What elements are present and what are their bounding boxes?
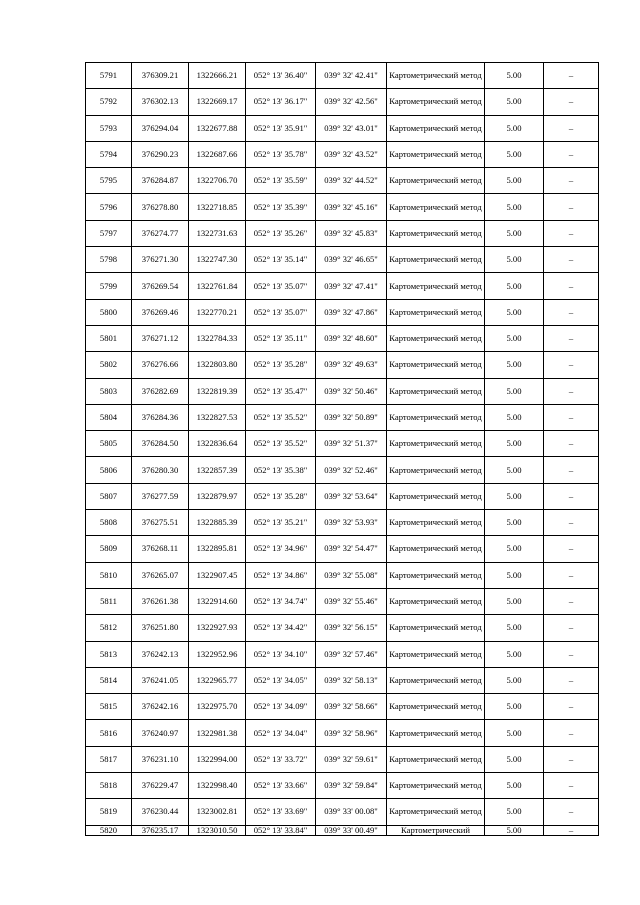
latitude-cell: 052° 13' 35.59" — [246, 168, 316, 194]
method-cell: Картометрический метод — [387, 773, 485, 799]
accuracy-cell: 5.00 — [485, 483, 544, 509]
accuracy-cell: 5.00 — [485, 89, 544, 115]
longitude-cell: 039° 32' 56.15" — [316, 615, 387, 641]
method-cell: Картометрический метод — [387, 378, 485, 404]
y-coordinate-cell: 1322784.33 — [189, 325, 246, 351]
point-number-cell: 5795 — [86, 168, 132, 194]
x-coordinate-cell: 376251.80 — [132, 615, 189, 641]
table-row — [86, 247, 599, 273]
x-coordinate-cell: 376294.04 — [132, 115, 189, 141]
x-coordinate-cell: 376290.23 — [132, 141, 189, 167]
table-row — [86, 89, 599, 115]
accuracy-cell: 5.00 — [485, 536, 544, 562]
y-coordinate-cell: 1322895.81 — [189, 536, 246, 562]
point-number-cell: 5815 — [86, 694, 132, 720]
longitude-cell: 039° 32' 55.08" — [316, 562, 387, 588]
note-cell: – — [544, 220, 599, 246]
point-number-cell: 5819 — [86, 799, 132, 825]
x-coordinate-cell: 376269.46 — [132, 299, 189, 325]
point-number-cell: 5792 — [86, 89, 132, 115]
x-coordinate-cell: 376282.69 — [132, 378, 189, 404]
method-cell: Картометрический метод — [387, 720, 485, 746]
x-coordinate-cell: 376284.50 — [132, 431, 189, 457]
latitude-cell: 052° 13' 35.52" — [246, 404, 316, 430]
latitude-cell: 052° 13' 36.17" — [246, 89, 316, 115]
x-coordinate-cell: 376231.10 — [132, 746, 189, 772]
note-cell: – — [544, 667, 599, 693]
accuracy-cell: 5.00 — [485, 63, 544, 89]
x-coordinate-cell: 376265.07 — [132, 562, 189, 588]
longitude-cell: 039° 33' 00.08" — [316, 799, 387, 825]
method-cell: Картометрический метод — [387, 562, 485, 588]
x-coordinate-cell: 376280.30 — [132, 457, 189, 483]
table-row — [86, 194, 599, 220]
note-cell: – — [544, 431, 599, 457]
y-coordinate-cell: 1322718.85 — [189, 194, 246, 220]
table-row — [86, 536, 599, 562]
table-row — [86, 667, 599, 693]
point-number-cell: 5809 — [86, 536, 132, 562]
table-row — [86, 825, 599, 835]
method-cell: Картометрический метод — [387, 168, 485, 194]
point-number-cell: 5803 — [86, 378, 132, 404]
latitude-cell: 052° 13' 33.84" — [246, 825, 316, 835]
y-coordinate-cell: 1322994.00 — [189, 746, 246, 772]
x-coordinate-cell: 376230.44 — [132, 799, 189, 825]
latitude-cell: 052° 13' 34.96" — [246, 536, 316, 562]
point-number-cell: 5816 — [86, 720, 132, 746]
longitude-cell: 039° 32' 58.96" — [316, 720, 387, 746]
y-coordinate-cell: 1322981.38 — [189, 720, 246, 746]
method-cell: Картометрический метод — [387, 694, 485, 720]
accuracy-cell: 5.00 — [485, 247, 544, 273]
accuracy-cell: 5.00 — [485, 141, 544, 167]
y-coordinate-cell: 1322761.84 — [189, 273, 246, 299]
longitude-cell: 039° 32' 59.61" — [316, 746, 387, 772]
x-coordinate-cell: 376242.13 — [132, 641, 189, 667]
longitude-cell: 039° 32' 43.52" — [316, 141, 387, 167]
table-row — [86, 694, 599, 720]
latitude-cell: 052° 13' 35.39" — [246, 194, 316, 220]
note-cell: – — [544, 641, 599, 667]
latitude-cell: 052° 13' 34.42" — [246, 615, 316, 641]
note-cell: – — [544, 194, 599, 220]
note-cell: – — [544, 168, 599, 194]
table-row — [86, 562, 599, 588]
x-coordinate-cell: 376284.36 — [132, 404, 189, 430]
note-cell: – — [544, 799, 599, 825]
point-number-cell: 5814 — [86, 667, 132, 693]
longitude-cell: 039° 32' 50.89" — [316, 404, 387, 430]
note-cell: – — [544, 588, 599, 614]
point-number-cell: 5812 — [86, 615, 132, 641]
latitude-cell: 052° 13' 34.04" — [246, 720, 316, 746]
y-coordinate-cell: 1322885.39 — [189, 510, 246, 536]
x-coordinate-cell: 376261.38 — [132, 588, 189, 614]
table-row — [86, 325, 599, 351]
latitude-cell: 052° 13' 35.38" — [246, 457, 316, 483]
x-coordinate-cell: 376302.13 — [132, 89, 189, 115]
accuracy-cell: 5.00 — [485, 352, 544, 378]
method-cell: Картометрический метод — [387, 220, 485, 246]
note-cell: – — [544, 483, 599, 509]
latitude-cell: 052° 13' 35.11" — [246, 325, 316, 351]
longitude-cell: 039° 32' 58.66" — [316, 694, 387, 720]
x-coordinate-cell: 376284.87 — [132, 168, 189, 194]
longitude-cell: 039° 32' 52.46" — [316, 457, 387, 483]
table-row — [86, 457, 599, 483]
table-row — [86, 168, 599, 194]
table-row — [86, 273, 599, 299]
longitude-cell: 039° 32' 57.46" — [316, 641, 387, 667]
note-cell: – — [544, 694, 599, 720]
table-row — [86, 641, 599, 667]
note-cell: – — [544, 404, 599, 430]
point-number-cell: 5800 — [86, 299, 132, 325]
latitude-cell: 052° 13' 34.10" — [246, 641, 316, 667]
latitude-cell: 052° 13' 34.74" — [246, 588, 316, 614]
point-number-cell: 5813 — [86, 641, 132, 667]
longitude-cell: 039° 32' 54.47" — [316, 536, 387, 562]
table-row — [86, 510, 599, 536]
y-coordinate-cell: 1322965.77 — [189, 667, 246, 693]
method-cell: Картометрический метод — [387, 799, 485, 825]
y-coordinate-cell: 1322731.63 — [189, 220, 246, 246]
longitude-cell: 039° 32' 43.01" — [316, 115, 387, 141]
accuracy-cell: 5.00 — [485, 431, 544, 457]
latitude-cell: 052° 13' 35.78" — [246, 141, 316, 167]
method-cell: Картометрический метод — [387, 325, 485, 351]
point-number-cell: 5797 — [86, 220, 132, 246]
accuracy-cell: 5.00 — [485, 378, 544, 404]
accuracy-cell: 5.00 — [485, 588, 544, 614]
y-coordinate-cell: 1322975.70 — [189, 694, 246, 720]
note-cell: – — [544, 746, 599, 772]
table-row — [86, 115, 599, 141]
method-cell: Картометрический метод — [387, 89, 485, 115]
y-coordinate-cell: 1322770.21 — [189, 299, 246, 325]
note-cell: – — [544, 825, 599, 835]
y-coordinate-cell: 1322819.39 — [189, 378, 246, 404]
note-cell: – — [544, 457, 599, 483]
point-number-cell: 5808 — [86, 510, 132, 536]
point-number-cell: 5806 — [86, 457, 132, 483]
x-coordinate-cell: 376278.80 — [132, 194, 189, 220]
latitude-cell: 052° 13' 35.28" — [246, 352, 316, 378]
x-coordinate-cell: 376229.47 — [132, 773, 189, 799]
latitude-cell: 052° 13' 36.40" — [246, 63, 316, 89]
method-cell: Картометрический метод — [387, 457, 485, 483]
note-cell: – — [544, 378, 599, 404]
note-cell: – — [544, 510, 599, 536]
y-coordinate-cell: 1322879.97 — [189, 483, 246, 509]
x-coordinate-cell: 376235.17 — [132, 825, 189, 835]
table-row — [86, 746, 599, 772]
y-coordinate-cell: 1322836.64 — [189, 431, 246, 457]
coordinates-table-body — [86, 63, 599, 836]
method-cell: Картометрический метод — [387, 352, 485, 378]
x-coordinate-cell: 376277.59 — [132, 483, 189, 509]
longitude-cell: 039° 32' 42.56" — [316, 89, 387, 115]
point-number-cell: 5804 — [86, 404, 132, 430]
y-coordinate-cell: 1322666.21 — [189, 63, 246, 89]
method-cell: Картометрический метод — [387, 194, 485, 220]
latitude-cell: 052° 13' 35.28" — [246, 483, 316, 509]
longitude-cell: 039° 32' 58.13" — [316, 667, 387, 693]
point-number-cell: 5811 — [86, 588, 132, 614]
x-coordinate-cell: 376276.66 — [132, 352, 189, 378]
table-row — [86, 378, 599, 404]
x-coordinate-cell: 376309.21 — [132, 63, 189, 89]
accuracy-cell: 5.00 — [485, 825, 544, 835]
y-coordinate-cell: 1322827.53 — [189, 404, 246, 430]
note-cell: – — [544, 536, 599, 562]
table-row — [86, 352, 599, 378]
accuracy-cell: 5.00 — [485, 510, 544, 536]
note-cell: – — [544, 273, 599, 299]
x-coordinate-cell: 376269.54 — [132, 273, 189, 299]
method-cell: Картометрический метод — [387, 510, 485, 536]
table-row — [86, 431, 599, 457]
table-row — [86, 799, 599, 825]
point-number-cell: 5793 — [86, 115, 132, 141]
longitude-cell: 039° 33' 00.49" — [316, 825, 387, 835]
point-number-cell: 5794 — [86, 141, 132, 167]
longitude-cell: 039° 32' 48.60" — [316, 325, 387, 351]
latitude-cell: 052° 13' 35.07" — [246, 273, 316, 299]
y-coordinate-cell: 1322677.88 — [189, 115, 246, 141]
table-row — [86, 63, 599, 89]
method-cell: Картометрический — [387, 825, 485, 835]
note-cell: – — [544, 299, 599, 325]
latitude-cell: 052° 13' 35.21" — [246, 510, 316, 536]
accuracy-cell: 5.00 — [485, 115, 544, 141]
latitude-cell: 052° 13' 34.05" — [246, 667, 316, 693]
method-cell: Картометрический метод — [387, 63, 485, 89]
longitude-cell: 039° 32' 47.41" — [316, 273, 387, 299]
y-coordinate-cell: 1322952.96 — [189, 641, 246, 667]
x-coordinate-cell: 376241.05 — [132, 667, 189, 693]
point-number-cell: 5818 — [86, 773, 132, 799]
longitude-cell: 039° 32' 46.65" — [316, 247, 387, 273]
accuracy-cell: 5.00 — [485, 615, 544, 641]
method-cell: Картометрический метод — [387, 115, 485, 141]
table-row — [86, 141, 599, 167]
point-number-cell: 5801 — [86, 325, 132, 351]
accuracy-cell: 5.00 — [485, 273, 544, 299]
y-coordinate-cell: 1322998.40 — [189, 773, 246, 799]
note-cell: – — [544, 773, 599, 799]
latitude-cell: 052° 13' 35.26" — [246, 220, 316, 246]
method-cell: Картометрический метод — [387, 536, 485, 562]
longitude-cell: 039° 32' 50.46" — [316, 378, 387, 404]
latitude-cell: 052° 13' 34.86" — [246, 562, 316, 588]
method-cell: Картометрический метод — [387, 746, 485, 772]
x-coordinate-cell: 376275.51 — [132, 510, 189, 536]
point-number-cell: 5798 — [86, 247, 132, 273]
method-cell: Картометрический метод — [387, 483, 485, 509]
note-cell: – — [544, 615, 599, 641]
latitude-cell: 052° 13' 35.14" — [246, 247, 316, 273]
method-cell: Картометрический метод — [387, 273, 485, 299]
x-coordinate-cell: 376274.77 — [132, 220, 189, 246]
point-number-cell: 5802 — [86, 352, 132, 378]
note-cell: – — [544, 352, 599, 378]
coordinates-table — [85, 62, 599, 836]
latitude-cell: 052° 13' 34.09" — [246, 694, 316, 720]
accuracy-cell: 5.00 — [485, 799, 544, 825]
note-cell: – — [544, 720, 599, 746]
accuracy-cell: 5.00 — [485, 220, 544, 246]
accuracy-cell: 5.00 — [485, 194, 544, 220]
longitude-cell: 039° 32' 44.52" — [316, 168, 387, 194]
longitude-cell: 039° 32' 59.84" — [316, 773, 387, 799]
table-row — [86, 615, 599, 641]
longitude-cell: 039° 32' 53.64" — [316, 483, 387, 509]
note-cell: – — [544, 141, 599, 167]
point-number-cell: 5807 — [86, 483, 132, 509]
y-coordinate-cell: 1323010.50 — [189, 825, 246, 835]
accuracy-cell: 5.00 — [485, 641, 544, 667]
y-coordinate-cell: 1322914.60 — [189, 588, 246, 614]
longitude-cell: 039° 32' 55.46" — [316, 588, 387, 614]
x-coordinate-cell: 376240.97 — [132, 720, 189, 746]
y-coordinate-cell: 1322857.39 — [189, 457, 246, 483]
latitude-cell: 052° 13' 33.69" — [246, 799, 316, 825]
note-cell: – — [544, 562, 599, 588]
point-number-cell: 5810 — [86, 562, 132, 588]
latitude-cell: 052° 13' 33.72" — [246, 746, 316, 772]
accuracy-cell: 5.00 — [485, 404, 544, 430]
table-row — [86, 773, 599, 799]
y-coordinate-cell: 1322907.45 — [189, 562, 246, 588]
latitude-cell: 052° 13' 35.47" — [246, 378, 316, 404]
note-cell: – — [544, 89, 599, 115]
point-number-cell: 5820 — [86, 825, 132, 835]
y-coordinate-cell: 1322669.17 — [189, 89, 246, 115]
accuracy-cell: 5.00 — [485, 562, 544, 588]
accuracy-cell: 5.00 — [485, 746, 544, 772]
note-cell: – — [544, 63, 599, 89]
accuracy-cell: 5.00 — [485, 325, 544, 351]
method-cell: Картометрический метод — [387, 588, 485, 614]
latitude-cell: 052° 13' 33.66" — [246, 773, 316, 799]
table-row — [86, 483, 599, 509]
method-cell: Картометрический метод — [387, 247, 485, 273]
y-coordinate-cell: 1323002.81 — [189, 799, 246, 825]
latitude-cell: 052° 13' 35.07" — [246, 299, 316, 325]
longitude-cell: 039° 32' 49.63" — [316, 352, 387, 378]
accuracy-cell: 5.00 — [485, 168, 544, 194]
accuracy-cell: 5.00 — [485, 667, 544, 693]
latitude-cell: 052° 13' 35.91" — [246, 115, 316, 141]
table-row — [86, 588, 599, 614]
x-coordinate-cell: 376268.11 — [132, 536, 189, 562]
longitude-cell: 039° 32' 47.86" — [316, 299, 387, 325]
point-number-cell: 5817 — [86, 746, 132, 772]
accuracy-cell: 5.00 — [485, 457, 544, 483]
latitude-cell: 052° 13' 35.52" — [246, 431, 316, 457]
point-number-cell: 5805 — [86, 431, 132, 457]
table-row — [86, 299, 599, 325]
y-coordinate-cell: 1322927.93 — [189, 615, 246, 641]
method-cell: Картометрический метод — [387, 404, 485, 430]
x-coordinate-cell: 376242.16 — [132, 694, 189, 720]
note-cell: – — [544, 115, 599, 141]
note-cell: – — [544, 325, 599, 351]
longitude-cell: 039° 32' 53.93" — [316, 510, 387, 536]
method-cell: Картометрический метод — [387, 141, 485, 167]
method-cell: Картометрический метод — [387, 641, 485, 667]
accuracy-cell: 5.00 — [485, 299, 544, 325]
accuracy-cell: 5.00 — [485, 773, 544, 799]
accuracy-cell: 5.00 — [485, 720, 544, 746]
longitude-cell: 039° 32' 51.37" — [316, 431, 387, 457]
longitude-cell: 039° 32' 45.83" — [316, 220, 387, 246]
y-coordinate-cell: 1322706.70 — [189, 168, 246, 194]
longitude-cell: 039° 32' 45.16" — [316, 194, 387, 220]
method-cell: Картометрический метод — [387, 431, 485, 457]
y-coordinate-cell: 1322687.66 — [189, 141, 246, 167]
x-coordinate-cell: 376271.12 — [132, 325, 189, 351]
method-cell: Картометрический метод — [387, 299, 485, 325]
point-number-cell: 5791 — [86, 63, 132, 89]
y-coordinate-cell: 1322747.30 — [189, 247, 246, 273]
note-cell: – — [544, 247, 599, 273]
table-row — [86, 720, 599, 746]
method-cell: Картометрический метод — [387, 667, 485, 693]
point-number-cell: 5796 — [86, 194, 132, 220]
table-row — [86, 404, 599, 430]
table-row — [86, 220, 599, 246]
y-coordinate-cell: 1322803.80 — [189, 352, 246, 378]
accuracy-cell: 5.00 — [485, 694, 544, 720]
x-coordinate-cell: 376271.30 — [132, 247, 189, 273]
longitude-cell: 039° 32' 42.41" — [316, 63, 387, 89]
point-number-cell: 5799 — [86, 273, 132, 299]
method-cell: Картометрический метод — [387, 615, 485, 641]
